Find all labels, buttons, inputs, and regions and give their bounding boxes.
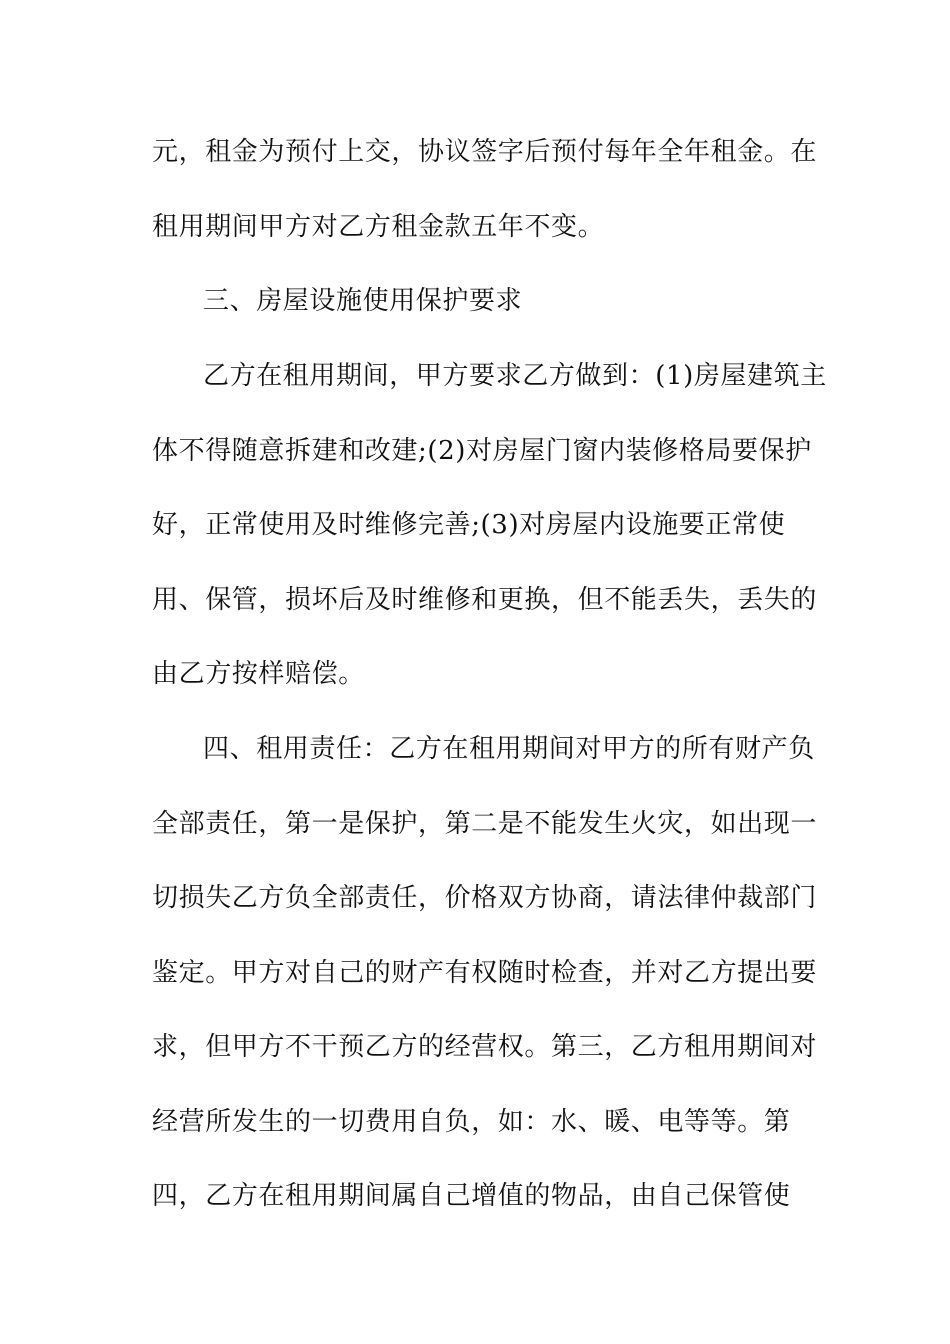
text-line: 鉴定。甲方对自己的财产有权随时检查，并对乙方提出要 <box>152 958 818 988</box>
text-line: 好，正常使用及时维修完善;(3)对房屋内设施要正常使 <box>152 510 786 540</box>
section-heading: 三、房屋设施使用保护要求 <box>203 286 523 316</box>
text-line: 求，但甲方不干预乙方的经营权。第三，乙方租用期间对 <box>152 1032 818 1062</box>
text-line: 用、保管，损坏后及时维修和更换，但不能丢失，丢失的 <box>152 585 818 615</box>
text-line: 四、租用责任：乙方在租用期间对甲方的所有财产负 <box>203 734 815 764</box>
text-line: 经营所发生的一切费用自负，如：水、暖、电等等。第 <box>152 1107 791 1137</box>
text-line: 由乙方按样赔偿。 <box>152 659 365 689</box>
text-line: 四，乙方在租用期间属自己增值的物品，由自己保管使 <box>152 1181 791 1211</box>
text-line: 乙方在租用期间，甲方要求乙方做到：(1)房屋建筑主 <box>203 361 827 391</box>
text-line: 切损失乙方负全部责任，价格双方协商，请法律仲裁部门 <box>152 883 818 913</box>
text-line: 全部责任，第一是保护，第二是不能发生火灾，如出现一 <box>152 809 818 839</box>
text-line: 租用期间甲方对乙方租金款五年不变。 <box>152 212 605 242</box>
text-line: 体不得随意拆建和改建;(2)对房屋门窗内装修格局要保护 <box>152 436 812 466</box>
text-line: 元，租金为预付上交，协议签字后预付每年全年租金。在 <box>152 137 818 167</box>
